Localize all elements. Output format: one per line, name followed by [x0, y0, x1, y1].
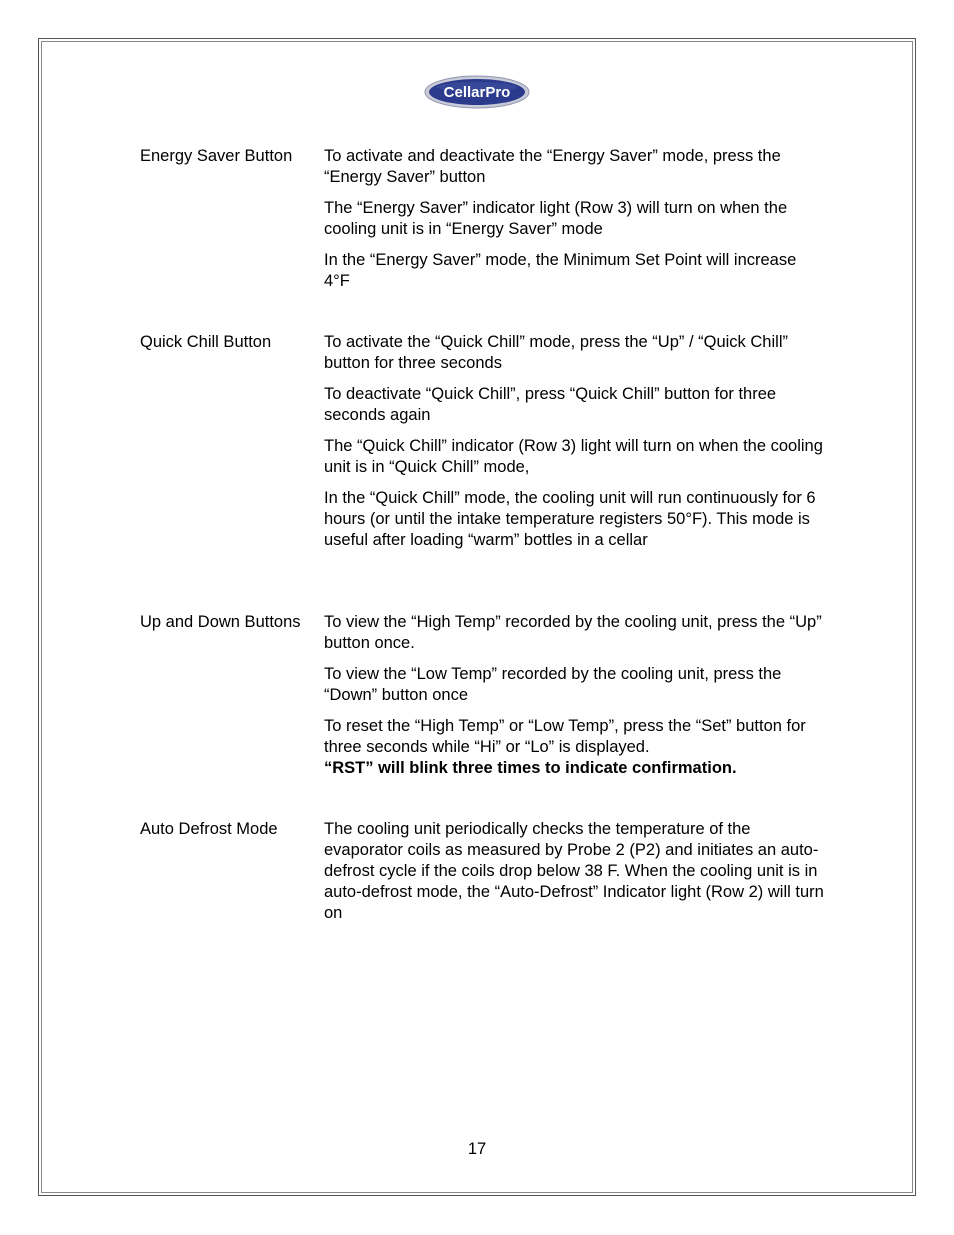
paragraph: The “Quick Chill” indicator (Row 3) light will turn on when the cooling unit is in “Quick Chill” mode,: [324, 437, 823, 476]
section-body: [324, 819, 824, 934]
paragraph: The cooling unit periodically checks the temperature of the evaporator coils as measured by Probe 2 (P2) and initiates an auto-defrost cycle if the coils drop below 38 F. When the cooling unit is in auto-defrost mode, the “Auto-Defrost” Indicator light (Row 2) will turn on: [324, 820, 824, 922]
paragraph: To view the “High Temp” recorded by the cooling unit, press the “Up” button once.: [324, 613, 822, 652]
cellarpro-logo: [424, 75, 530, 109]
section-label: Auto Defrost Mode: [140, 820, 278, 838]
paragraph: The “Energy Saver” indicator light (Row 3) will turn on when the cooling unit is in “Energy Saver” mode: [324, 199, 788, 238]
paragraph: In the “Energy Saver” mode, the Minimum Set Point will increase 4°F: [324, 251, 797, 290]
section-body: [324, 146, 824, 302]
paragraph-text: To reset the “High Temp” or “Low Temp”, press the “Set” button for three seconds while “Hi” or “Lo” is displayed.: [324, 717, 806, 756]
section-label: Up and Down Buttons: [140, 613, 301, 631]
svg-text:CellarPro: CellarPro: [443, 84, 511, 101]
paragraph: To activate the “Quick Chill” mode, press the “Up” / “Quick Chill” button for three seconds: [324, 333, 788, 372]
paragraph-with-emphasis: [324, 716, 824, 779]
section-label: Energy Saver Button: [140, 147, 293, 165]
section-label: Quick Chill Button: [140, 333, 272, 351]
paragraph: To activate and deactivate the “Energy Saver” mode, press the “Energy Saver” button: [324, 147, 781, 186]
paragraph: In the “Quick Chill” mode, the cooling unit will run continuously for 6 hours (or until the intake temperature registers 50°F). This mode is useful after loading “warm” bottles in a cellar: [324, 489, 816, 549]
confirmation-note: “RST” will blink three times to indicate confirmation.: [324, 759, 737, 777]
section-body: [324, 612, 824, 789]
paragraph: To deactivate “Quick Chill”, press “Quick Chill” button for three seconds again: [324, 385, 777, 424]
section-body: [324, 332, 824, 561]
page-number: 17: [467, 1140, 487, 1158]
paragraph: To view the “Low Temp” recorded by the cooling unit, press the “Down” button once: [324, 665, 782, 704]
